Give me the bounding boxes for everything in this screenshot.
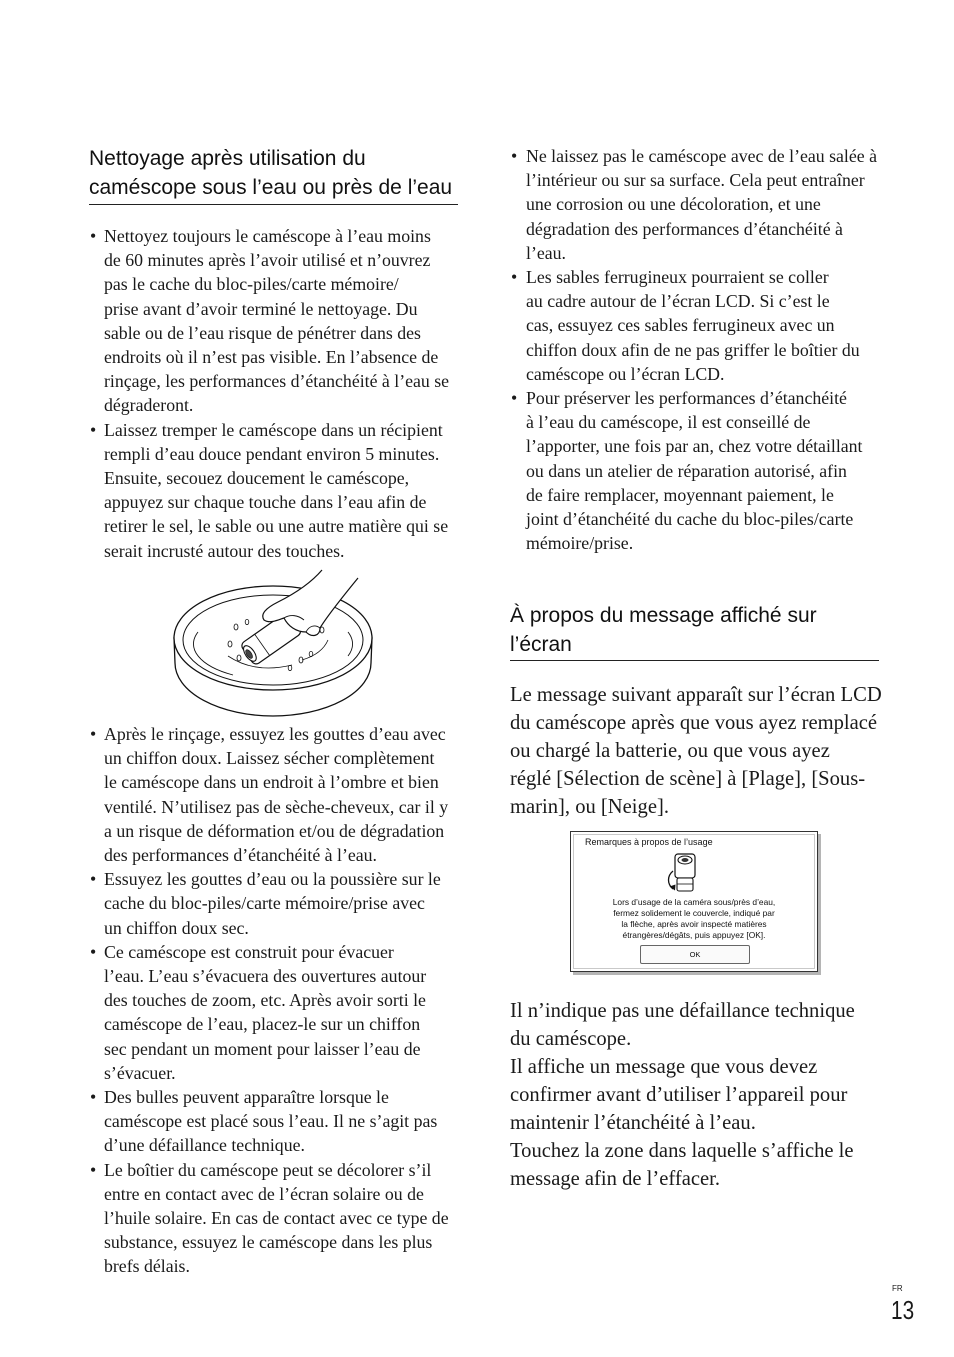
bullet-text-line: endroits où il n’est pas visible. En l’absence de [104, 347, 439, 368]
care-bullet-list [510, 144, 882, 555]
bullet-text-line: caméscope de l’eau, placez-le sur un chiffon [104, 1014, 421, 1035]
bullet-text-line: rinçage, les performances d’étanchéité à l’eau se [104, 371, 450, 392]
paragraph-line: réglé [Sélection de scène] à [Plage], [Sous- [510, 768, 866, 790]
bullet-item [89, 224, 461, 418]
bullet-text-line: sable ou de l’eau risque de pénétrer dans des [104, 322, 421, 343]
heading-rule [510, 660, 879, 661]
paragraph-line: message afin de l’effacer. [510, 1168, 721, 1190]
bullet-marker: • [511, 267, 518, 288]
bullet-text-line: serait incrusté autour des touches. [104, 540, 345, 561]
screen-message-line: Lors d’usage de la caméra sous/près d’eau, [612, 896, 776, 907]
paragraph-line: Le message suivant apparaît sur l’écran LCD [510, 684, 882, 706]
bullet-text-line: entre en contact avec de l’écran solaire ou de [104, 1183, 424, 1204]
bullet-marker: • [90, 1087, 97, 1108]
bullet-marker: • [90, 1159, 97, 1180]
bullet-item [89, 1158, 461, 1279]
bullet-text-line: rempli d’eau douce pendant environ 5 minutes. [104, 443, 440, 464]
bullet-text-line: l’eau. [526, 242, 566, 263]
paragraph-line: confirmer avant d’utiliser l’appareil pour [510, 1084, 848, 1106]
bullet-item [510, 386, 882, 555]
bullet-text-line: Après le rinçage, essuyez les gouttes d’eau avec [104, 724, 446, 744]
bullet-text-line: mémoire/prise. [526, 533, 634, 554]
bullet-text-line: des touches de zoom, etc. Après avoir sorti le [104, 990, 426, 1011]
heading-line: À propos du message affiché sur [510, 603, 817, 627]
outro-paragraph [510, 997, 885, 1193]
screen-title: Remarques à propos de l’usage [585, 837, 713, 847]
bullet-item [89, 1085, 461, 1158]
intro-paragraph [510, 681, 885, 821]
bullet-text-line: a un risque de déformation et/ou de dégradation [104, 820, 445, 841]
bullet-marker: • [90, 419, 97, 440]
icon-camcorder-cover [677, 878, 693, 891]
bullet-item [510, 144, 882, 265]
cleaning-bullet-list-top [89, 224, 461, 563]
bullet-item [89, 418, 461, 563]
bullet-text-line: des performances d’étanchéité à l’eau. [104, 845, 377, 866]
bullet-text-line: Des bulles peuvent apparaître lorsque le [104, 1087, 389, 1108]
screen-message [571, 897, 817, 941]
bullet-marker: • [511, 388, 518, 409]
bullet-text-line: le caméscope dans un endroit à l’ombre et bien [104, 772, 439, 793]
bullet-text-line: Laissez tremper le caméscope dans un récipient [104, 419, 443, 440]
heading-rule [89, 204, 458, 205]
paragraph-line: du caméscope. [510, 1028, 632, 1050]
cleaning-bullet-list-bottom [89, 722, 461, 1279]
bullet-text-line: d’une défaillance technique. [104, 1135, 305, 1156]
bullet-text-line: Nettoyez toujours le caméscope à l’eau moins [104, 226, 431, 246]
bullet-text-line: un chiffon doux. Laissez sécher complètement [104, 748, 435, 769]
bullet-text-line: dégradation des performances d’étanchéité à [526, 218, 843, 239]
camcorder-cover-arrow-icon [666, 851, 702, 895]
bullet-text-line: ou dans un atelier de réparation autorisé, afin [526, 460, 847, 481]
heading-line: Nettoyage après utilisation du [89, 146, 366, 170]
bullet-item [89, 940, 461, 1085]
bullet-text-line: Le boîtier du caméscope peut se décolorer s’il [104, 1159, 432, 1180]
bullet-text-line: Essuyez les gouttes d’eau ou la poussière sur le [104, 869, 441, 890]
paragraph-line: ou chargé la batterie, ou que vous ayez [510, 740, 830, 762]
bullet-marker: • [90, 226, 97, 246]
bullet-item [89, 867, 461, 940]
rinse-camcorder-illustration [160, 560, 380, 725]
screen-message-line: fermez solidement le couvercle, indiqué par [613, 907, 775, 918]
paragraph-line: maintenir l’étanchéité à l’eau. [510, 1112, 756, 1134]
bullet-text-line: ventilé. N’utilisez pas de sèche-cheveux, car il y [104, 796, 449, 817]
screen-message-line: la flèche, après avoir inspecté matières [621, 918, 767, 929]
bullet-text-line: de 60 minutes après l’avoir utilisé et n’ouvrez [104, 250, 431, 271]
lcd-screen-mockup [570, 831, 818, 972]
bullet-text-line: Ensuite, secouez doucement le caméscope, [104, 468, 410, 489]
bullet-text-line: Les sables ferrugineux pourraient se coller [526, 267, 829, 288]
bullet-text-line: l’intérieur ou sur sa surface. Cela peut entraîner [526, 170, 865, 191]
icon-camcorder-lens-inner [682, 858, 689, 862]
paragraph-line: Touchez la zone dans laquelle s’affiche le [510, 1140, 854, 1162]
bullet-text-line: brefs délais. [104, 1256, 190, 1277]
bullet-text-line: l’eau. L’eau s’évacuera des ouvertures autour [104, 966, 427, 987]
bullet-text-line: cache du bloc-piles/carte mémoire/prise avec [104, 893, 425, 914]
page-number: 13 [891, 1295, 915, 1325]
bullet-text-line: pas le cache du bloc-piles/carte mémoire/ [104, 274, 399, 295]
cleaning-section-heading [89, 144, 452, 202]
heading-line: caméscope sous l’eau ou près de l’eau [89, 175, 453, 199]
bullet-marker: • [511, 146, 518, 166]
bullet-item [89, 722, 461, 867]
bullet-text-line: Pour préserver les performances d’étanchéité [526, 388, 847, 409]
bullet-text-line: sec pendant un moment pour laisser l’eau de [104, 1038, 421, 1059]
bullet-marker: • [90, 869, 97, 890]
paragraph-line: du caméscope après que vous ayez remplacé [510, 712, 878, 734]
screen-message-heading [510, 601, 817, 659]
bullet-text-line: caméscope est placé sous l’eau. Il ne s’agit pas [104, 1111, 438, 1132]
bullet-text-line: une corrosion ou une décoloration, et une [526, 194, 821, 215]
bullet-text-line: appuyez sur chaque touche dans l’eau afin de [104, 492, 427, 513]
paragraph-line: Il affiche un message que vous devez [510, 1056, 818, 1078]
bullet-text-line: retirer le sel, le sable ou une autre matière qui se [104, 516, 449, 537]
bullet-text-line: substance, essuyez le caméscope dans les plus [104, 1232, 433, 1253]
page-language: FR [892, 1284, 903, 1293]
ok-button: OK [640, 945, 750, 964]
paragraph-line: Il n’indique pas une défaillance technique [510, 1000, 855, 1022]
bullet-text-line: chiffon doux afin de ne pas griffer le boîtier du [526, 339, 860, 360]
bullet-text-line: de faire remplacer, moyennant paiement, le [526, 484, 834, 505]
bullet-text-line: caméscope ou l’écran LCD. [526, 363, 725, 384]
bullet-text-line: joint d’étanchéité du cache du bloc-piles/carte [526, 509, 854, 530]
screen-message-line: étrangères/dégâts, puis appuyez [OK]. [622, 929, 766, 940]
bullet-text-line: au cadre autour de l’écran LCD. Si c’est le [526, 291, 830, 312]
bullet-marker: • [90, 724, 97, 744]
heading-line: l’écran [510, 632, 572, 656]
bullet-item [510, 265, 882, 386]
bullet-marker: • [90, 941, 97, 962]
bullet-text-line: Ce caméscope est construit pour évacuer [104, 941, 394, 962]
paragraph-line: marin], ou [Neige]. [510, 796, 669, 818]
bullet-text-line: l’huile solaire. En cas de contact avec ce type de [104, 1208, 449, 1229]
bullet-text-line: à l’eau du caméscope, il est conseillé de [526, 412, 811, 433]
bullet-text-line: prise avant d’avoir terminé le nettoyage. Du [104, 298, 418, 319]
bullet-text-line: s’évacuer. [104, 1062, 176, 1083]
bullet-text-line: l’apporter, une fois par an, chez votre détaillant [526, 436, 863, 457]
bullet-text-line: un chiffon doux sec. [104, 917, 249, 938]
bullet-text-line: dégraderont. [104, 395, 194, 416]
bullet-text-line: Ne laissez pas le caméscope avec de l’eau salée à [526, 146, 877, 166]
bullet-text-line: cas, essuyez ces sables ferrugineux avec un [526, 315, 835, 336]
